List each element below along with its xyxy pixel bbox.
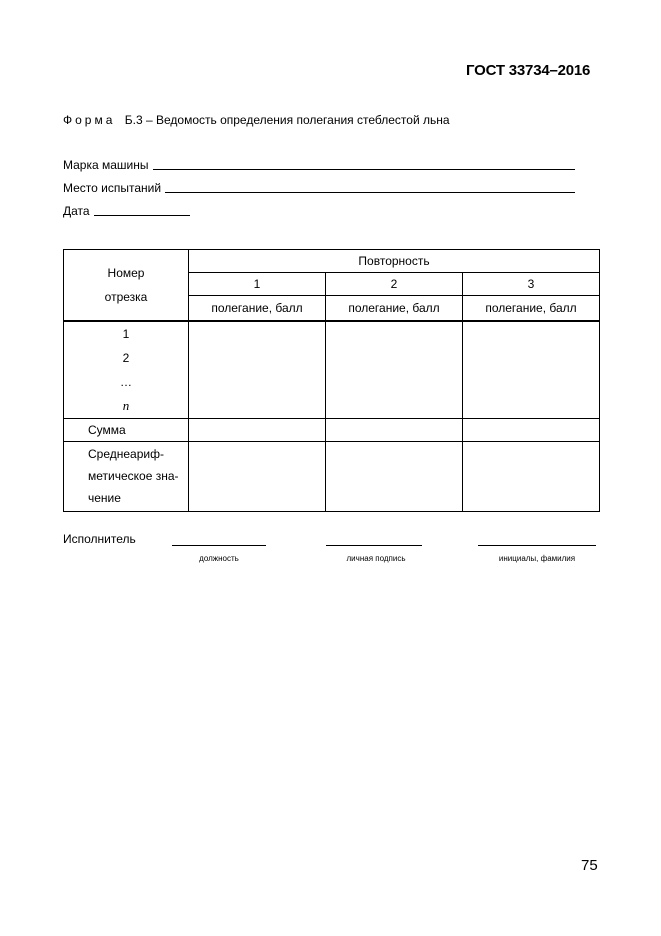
field-location-label: Место испытаний [63,181,162,195]
field-date-line[interactable] [94,214,190,216]
data-cell[interactable] [326,321,463,419]
row-number: 2 [122,350,130,365]
row-number: 1 [122,326,130,341]
field-machine [63,158,575,172]
header-segment-number [64,250,189,321]
subheader-1: полегание, балл [189,296,326,321]
signature-line[interactable] [326,545,422,546]
signature-caption: личная подпись [346,554,406,563]
sum-cell[interactable] [326,418,463,441]
header-rep-1: 1 [189,273,326,296]
subheader-2: полегание, балл [326,296,463,321]
mean-cell[interactable] [189,441,326,511]
form-label-code: Б.3 [124,113,143,127]
header-rep-3: 3 [463,273,600,296]
data-cell[interactable] [463,321,600,419]
name-caption: инициалы, фамилия [498,554,576,563]
header-rep-2: 2 [326,273,463,296]
subheader-3: полегание, балл [463,296,600,321]
row-number: n [122,397,130,413]
sum-label: Сумма [64,418,189,441]
field-date-label: Дата [63,204,90,218]
data-cell[interactable] [189,321,326,419]
measurement-table [63,249,600,512]
mean-cell[interactable] [463,441,600,511]
executor-label: Исполнитель [63,532,136,546]
mean-label-line: Среднеариф- [88,447,164,461]
mean-label [64,441,189,511]
field-location-line[interactable] [165,191,575,193]
header-repetition: Повторность [189,250,600,273]
form-title: – Ведомость определения полегания стеблестой льна [145,113,450,127]
header-segment-line1: Номер [107,265,145,280]
field-machine-label: Марка машины [63,158,149,172]
mean-cell[interactable] [326,441,463,511]
field-machine-line[interactable] [153,168,575,170]
page-number: 75 [581,857,598,874]
position-caption: должность [199,554,239,563]
row-numbers-cell [64,321,189,419]
row-number: … [120,374,132,389]
sum-cell[interactable] [189,418,326,441]
form-label-prefix: Форма [63,113,116,127]
header-segment-line2: отрезка [104,289,148,304]
mean-label-line: метическое зна- [88,469,179,483]
field-location [63,181,575,195]
sum-cell[interactable] [463,418,600,441]
field-date [63,204,190,218]
position-line[interactable] [172,545,266,546]
document-code: ГОСТ 33734–2016 [466,62,591,79]
form-caption [63,113,450,127]
mean-label-line: чение [88,491,121,505]
name-line[interactable] [478,545,596,546]
